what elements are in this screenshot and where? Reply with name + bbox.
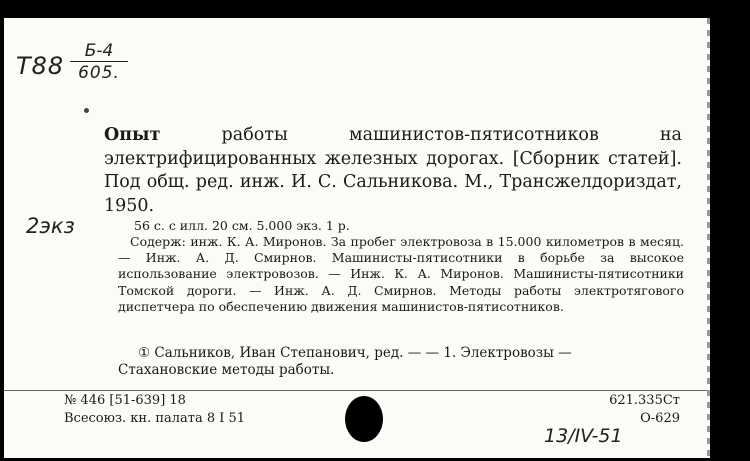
card-number-block: [64, 392, 245, 428]
tracing: [118, 345, 698, 379]
copies-note-handwritten: 2экз: [26, 214, 75, 238]
title-lead-word: Опыт: [104, 125, 161, 145]
udc-code: 621.335Ст: [609, 393, 680, 408]
title-rest: работы машинистов-пятисотников на электрифицированных железных дорогах. [Сборник статей]. Под общ. ред. инж. И. С. Сальникова. М., Трансжелдориздат, 1950.: [104, 125, 682, 216]
bibliographic-title: [104, 124, 682, 218]
date-handwritten: 13/IV-51: [544, 425, 623, 447]
shelf-mark-top: Б-4: [84, 41, 114, 61]
physical-description: 56 с. с илл. 20 см. 5.000 экз. 1 р.: [134, 218, 350, 233]
tracing-line-1: ① Сальников, Иван Степанович, ред. — — 1. Электровозы —: [138, 345, 572, 361]
chamber-imprint: Всесоюз. кн. палата 8 I 51: [64, 411, 246, 426]
author-mark: О-629: [640, 411, 680, 426]
fraction-line: [70, 61, 128, 62]
card-number: № 446 [51-639] 18: [64, 393, 186, 408]
call-number-handwritten: Т88: [16, 52, 65, 80]
classification-block: [609, 392, 680, 428]
punch-hole: [345, 396, 383, 442]
ink-dot: [84, 108, 89, 113]
tracing-line-2: Стахановские методы работы.: [118, 362, 335, 378]
shelf-mark-fraction: [70, 42, 128, 82]
catalog-card: [4, 18, 710, 458]
contents-text: Содерж: инж. К. А. Миронов. За пробег электровоза в 15.000 километров в месяц. — Инж. А. Д. Смирнов. Машинисты-пятисотники в борьбе за высокое использование электровозов. — Инж. К. А. Миронов. Машинисты-пятисотники Томской дороги. — Инж. А. Д. Смирнов. Методы работы электротягового диспетчера по обеспечению движения машинистов-пятисотников.: [118, 234, 684, 314]
shelf-mark-bottom: 605.: [78, 63, 120, 83]
card-edge: [707, 18, 710, 458]
separator-rule: [4, 390, 710, 391]
contents-note: [118, 234, 684, 315]
